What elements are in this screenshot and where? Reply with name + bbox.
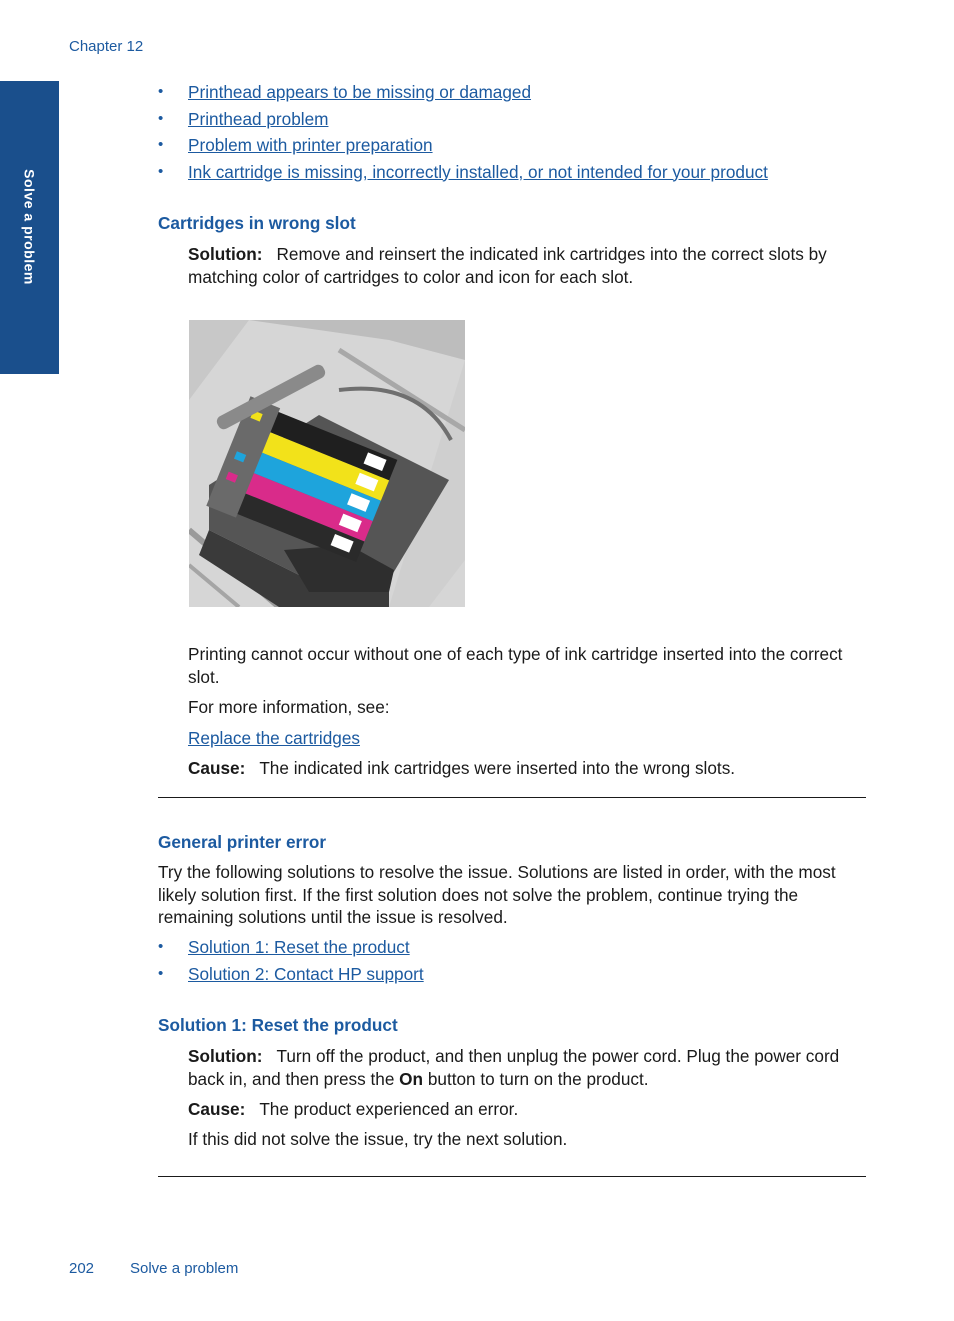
link-ink-cartridge-missing[interactable]: Ink cartridge is missing, incorrectly installed, or not intended for your product (188, 161, 768, 182)
reset-cause-text: The product experienced an error. (259, 1099, 519, 1119)
footer-section: Solve a problem (130, 1260, 239, 1277)
chapter-header: Chapter 12 (69, 38, 144, 55)
section-title-wrong-slot: Cartridges in wrong slot (158, 213, 356, 233)
link-printhead-problem[interactable]: Printhead problem (188, 108, 329, 129)
link-solution-2[interactable]: Solution 2: Contact HP support (188, 963, 424, 984)
cause-paragraph (188, 757, 866, 780)
next-solution-text: If this did not solve the issue, try the next solution. (188, 1129, 568, 1149)
more-info-text: For more information, see: (188, 697, 390, 717)
general-error-intro: Try the following solutions to resolve the issue. Solutions are listed in order, with the most likely solution first. If the first solution does not solve the problem, continue trying the remaining solutions until the issue is resolved. (158, 862, 836, 927)
section-divider (158, 797, 866, 798)
link-replace-cartridges[interactable]: Replace the cartridges (188, 728, 360, 748)
cause-label: Cause: (188, 758, 246, 778)
list-item: • Ink cartridge is missing, incorrectly installed, or not intended for your product (158, 161, 768, 182)
ink-cartridge-photo (189, 320, 465, 607)
link-solution-1[interactable]: Solution 1: Reset the product (188, 937, 410, 957)
list-item: • Solution 2: Contact HP support (158, 963, 424, 984)
page-number: 202 (69, 1260, 95, 1277)
side-tab (0, 81, 59, 374)
cause-label: Cause: (188, 1099, 246, 1119)
reset-solution-paragraph (188, 1045, 866, 1090)
section-divider (158, 1176, 866, 1177)
solution-link-list (158, 936, 424, 989)
printing-note: Printing cannot occur without one of each type of ink cartridge inserted into the correct slot. (188, 644, 843, 687)
section-title-reset: Solution 1: Reset the product (158, 1015, 398, 1035)
list-item: • Printhead appears to be missing or damaged (158, 82, 532, 102)
replace-link-line (188, 727, 866, 750)
reset-solution-text-2: button to turn on the product. (427, 1068, 649, 1089)
reset-cause-paragraph (188, 1098, 866, 1121)
top-link-list (158, 81, 768, 187)
solution-paragraph (188, 243, 866, 288)
cause-text: The indicated ink cartridges were inserted into the wrong slots. (259, 758, 736, 778)
list-item: • Printhead problem (158, 108, 329, 129)
reset-solution-text-1: Turn off the product, and then unplug the power cord. Plug the power cord back in, and then press the (188, 1046, 840, 1089)
solution-text: Remove and reinsert the indicated ink cartridges into the correct slots by matching color of cartridges to color and icon for each slot. (188, 244, 827, 287)
list-item: • Solution 1: Reset the product (158, 937, 410, 957)
on-button-label: On (399, 1068, 424, 1089)
list-item: • Problem with printer preparation (158, 135, 433, 155)
solution-label: Solution: (188, 244, 263, 264)
link-printhead-missing[interactable]: Printhead appears to be missing or damaged (188, 82, 532, 102)
side-tab-label: Solve a problem (21, 169, 38, 285)
section-title-general-error: General printer error (158, 832, 327, 852)
solution-label: Solution: (188, 1046, 263, 1066)
link-printer-preparation[interactable]: Problem with printer preparation (188, 135, 433, 155)
cartridge-carriage-illustration (189, 320, 465, 607)
